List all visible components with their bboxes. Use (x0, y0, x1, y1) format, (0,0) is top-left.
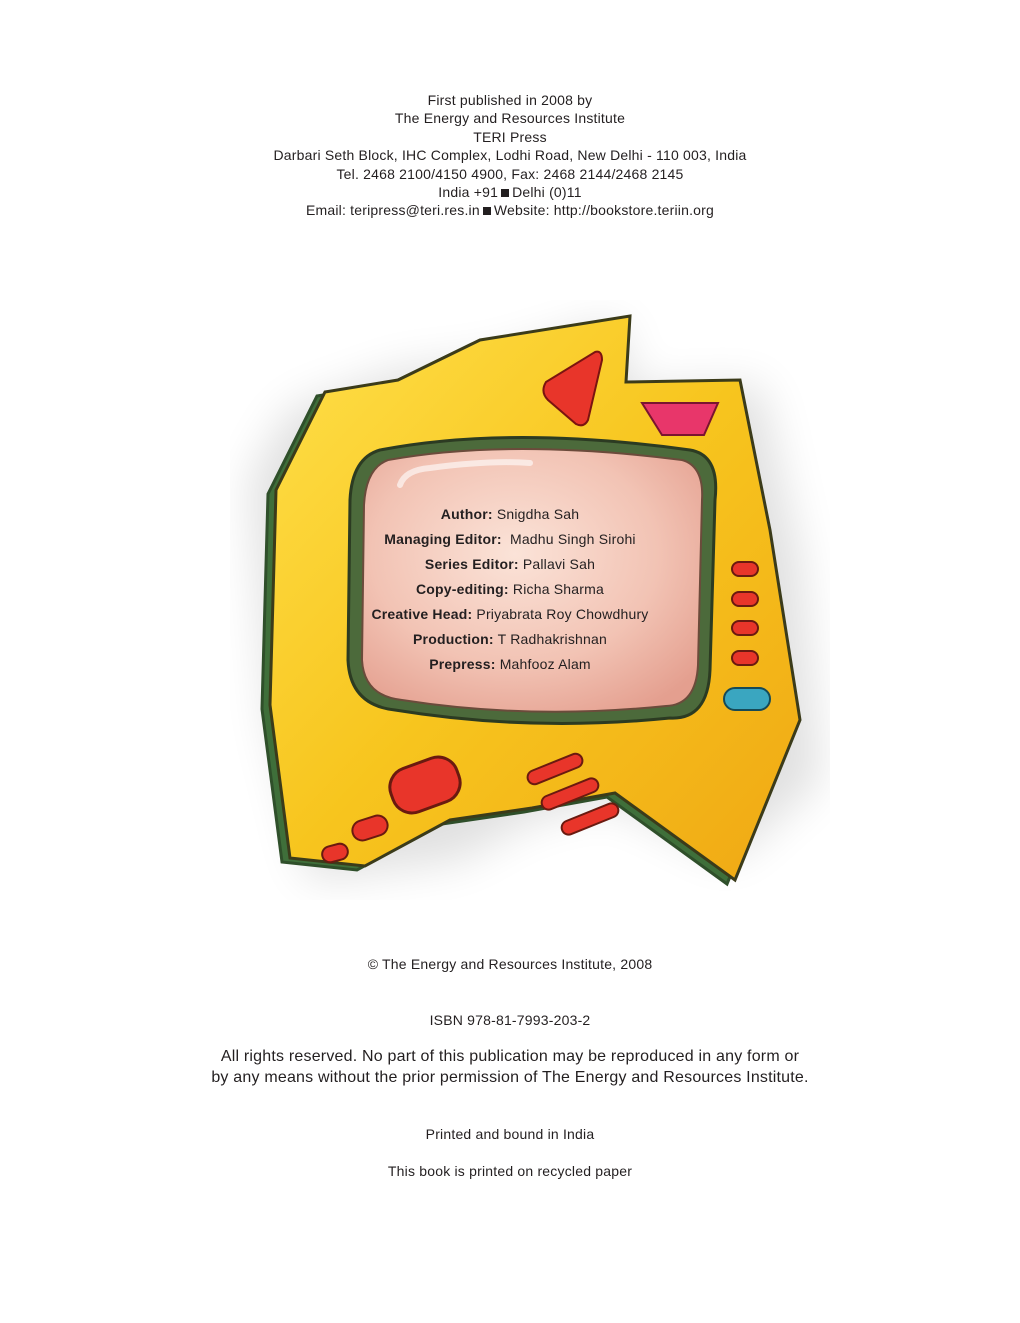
credit-author (340, 502, 680, 527)
credit-role: Production: (413, 631, 494, 647)
credit-person: Pallavi Sah (522, 556, 596, 572)
credit-role: Managing Editor: (384, 531, 502, 547)
dialing-codes (0, 183, 1020, 201)
credits-list (340, 502, 680, 677)
credit-creative-head (340, 602, 680, 627)
printed-location: Printed and bound in India (425, 1126, 595, 1142)
first-published-line: First published in 2008 by (427, 92, 593, 108)
credit-role: Copy-editing: (415, 581, 509, 597)
country-code: India +91 (438, 184, 499, 201)
city-code: Delhi (0)11 (512, 184, 582, 201)
credit-copy-editing (340, 577, 680, 602)
credit-person: Richa Sharma (512, 581, 604, 597)
credit-managing-editor (340, 527, 680, 552)
credit-person: T Radhakrishnan (497, 631, 607, 647)
credit-role: Author: (440, 506, 493, 522)
publisher-website: Website: http://bookstore.teriin.org (493, 202, 715, 219)
credit-role: Series Editor: (424, 556, 519, 572)
publisher-name: The Energy and Resources Institute (394, 110, 626, 127)
publisher-phone: Tel. 2468 2100/4150 4900, Fax: 2468 2144/2468 2145 (336, 165, 684, 182)
rights-line: All rights reserved. No part of this publication may be reproduced in any form or (220, 1048, 800, 1065)
rights-line: by any means without the prior permission of The Energy and Resources Institute. (211, 1069, 809, 1086)
square-bullet-icon (483, 207, 491, 215)
recycled-paper-note: This book is printed on recycled paper (387, 1163, 633, 1179)
publisher-address: Darbari Seth Block, IHC Complex, Lodhi Road, New Delhi - 110 003, India (273, 147, 747, 164)
credit-role: Prepress: (429, 656, 496, 672)
credit-person: Priyabrata Roy Chowdhury (476, 606, 649, 622)
credit-production (340, 627, 680, 652)
isbn: ISBN 978-81-7993-203-2 (429, 1012, 591, 1028)
publisher-email: Email: teripress@teri.res.in (305, 202, 480, 219)
credit-person: Mahfooz Alam (499, 656, 591, 672)
publisher-imprint: TERI Press (473, 128, 547, 145)
credit-role: Creative Head: (371, 606, 473, 622)
credit-prepress (340, 652, 680, 677)
credit-person: Madhu Singh Sirohi (509, 531, 636, 547)
credit-person: Snigdha Sah (496, 506, 580, 522)
rights-statement (0, 1046, 1020, 1088)
copyright-notice: © The Energy and Resources Institute, 2008 (367, 956, 653, 972)
square-bullet-icon (501, 189, 509, 197)
credit-series-editor (340, 552, 680, 577)
contact-line (0, 201, 1020, 219)
publisher-info (0, 91, 1020, 220)
